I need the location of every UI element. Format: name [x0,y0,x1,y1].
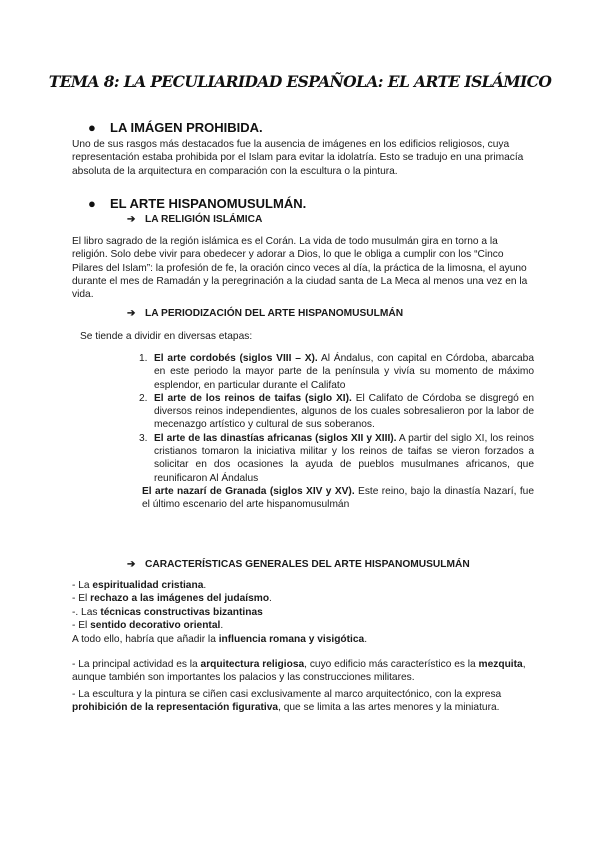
periods-list [130,352,534,512]
characteristics-list [72,579,534,646]
paragraph-arquitectura: - La principal actividad es la arquitectura religiosa, cuyo edificio más característico es la mezquita, aunque también son importantes los palacios y las construcciones militares. [72,659,526,684]
section-heading-imagen-prohibida [88,120,263,135]
subheading-religion-islamica [127,214,262,225]
list-item: - El rechazo a las imágenes del judaísmo. [72,593,272,605]
paragraph-escultura-pintura: - La escultura y la pintura se ciñen casi exclusivamente al marco arquitectónico, con la expresa prohibición de la representación figurativa, que se limita a las artes menores y la miniatura. [72,689,502,714]
arrow-right-icon: ➔ [127,559,136,570]
list-item: 3. El arte de las dinastías africanas (siglos XII y XIII). A partir del siglo XI, los reinos cristianos tomaron la iniciativa militar y los reinos de taifas se vieron forzados a solicitar en dos ocasiones la ayuda de pueblos musulmanes africanos, que reunificaron Al Ándalus [139,432,534,484]
list-item: - La espiritualidad cristiana. [72,580,207,591]
list-item: 1. El arte cordobés (siglos VIII – X). Al Ándalus, con capital en Córdoba, abarcaba en este periodo la mayor parte de la península y vivía su momento de máximo esplendor, en particular durante el Califato [139,353,534,391]
section-heading-text: EL ARTE HISPANOMUSULMÁN. [110,196,307,211]
subheading-caracteristicas [127,559,470,570]
paragraph-religion: El libro sagrado de la región islámica es el Corán. La vida de todo musulmán gira en torno a la religión. Solo debe vivir para obedecer y adorar a Dios, lo que le obliga a cumplir con los “Cinco Pilares del Islam”: la profesión de fe, la oración cinco veces al día, la práctica de la limosna, el ayuno durante el mes de Ramadán y la peregrinación a la ciudad santa de La Meca al menos una vez en la vida. [72,236,528,301]
list-item: El arte nazarí de Granada (siglos XIV y XV). Este reino, bajo la dinastía Nazarí, fue el último escenario del arte hispanomusulmán [142,485,534,511]
subheading-text: LA PERIODIZACIÓN DEL ARTE HISPANOMUSULMÁN [145,308,404,319]
subheading-text: LA RELIGIÓN ISLÁMICA [145,214,263,225]
periodizacion-intro: Se tiende a dividir en diversas etapas: [80,331,253,342]
list-item: - El sentido decorativo oriental. [72,620,224,632]
bullet-icon: ● [88,196,96,211]
section-heading-text: LA IMÁGEN PROHIBIDA. [110,120,263,135]
list-item: -. Las técnicas constructivas bizantinas [72,606,263,618]
subheading-text: CARACTERÍSTICAS GENERALES DEL ARTE HISPANOMUSULMÁN [145,559,470,570]
list-item: 2. El arte de los reinos de taifas (siglo XI). El Califato de Córdoba se disgregó en diversos reinos independientes, algunos de los cuales sobresalieron por la labor de mecenazgo artístico y cultural de sus soberanos. [139,392,534,431]
arrow-right-icon: ➔ [127,308,136,319]
list-item: A todo ello, habría que añadir la influencia romana y visigótica. [72,633,368,645]
bullet-icon: ● [88,120,96,135]
section-heading-arte-hispanomusulman [88,196,306,211]
section-paragraph-imagen: Uno de sus rasgos más destacados fue la ausencia de imágenes en los edificios religiosos, cuya representación estaba prohibida por el Islam para evitar la idolatría. Esto se tradujo en una primacía absoluta de la arquitectura en comparación con la escultura o la pintura. [72,139,524,177]
arrow-right-icon: ➔ [127,214,136,225]
document-title: TEMA 8: LA PECULIARIDAD ESPAÑOLA: EL ARTE ISLÁMICO [48,72,552,91]
subheading-periodizacion [127,308,403,319]
